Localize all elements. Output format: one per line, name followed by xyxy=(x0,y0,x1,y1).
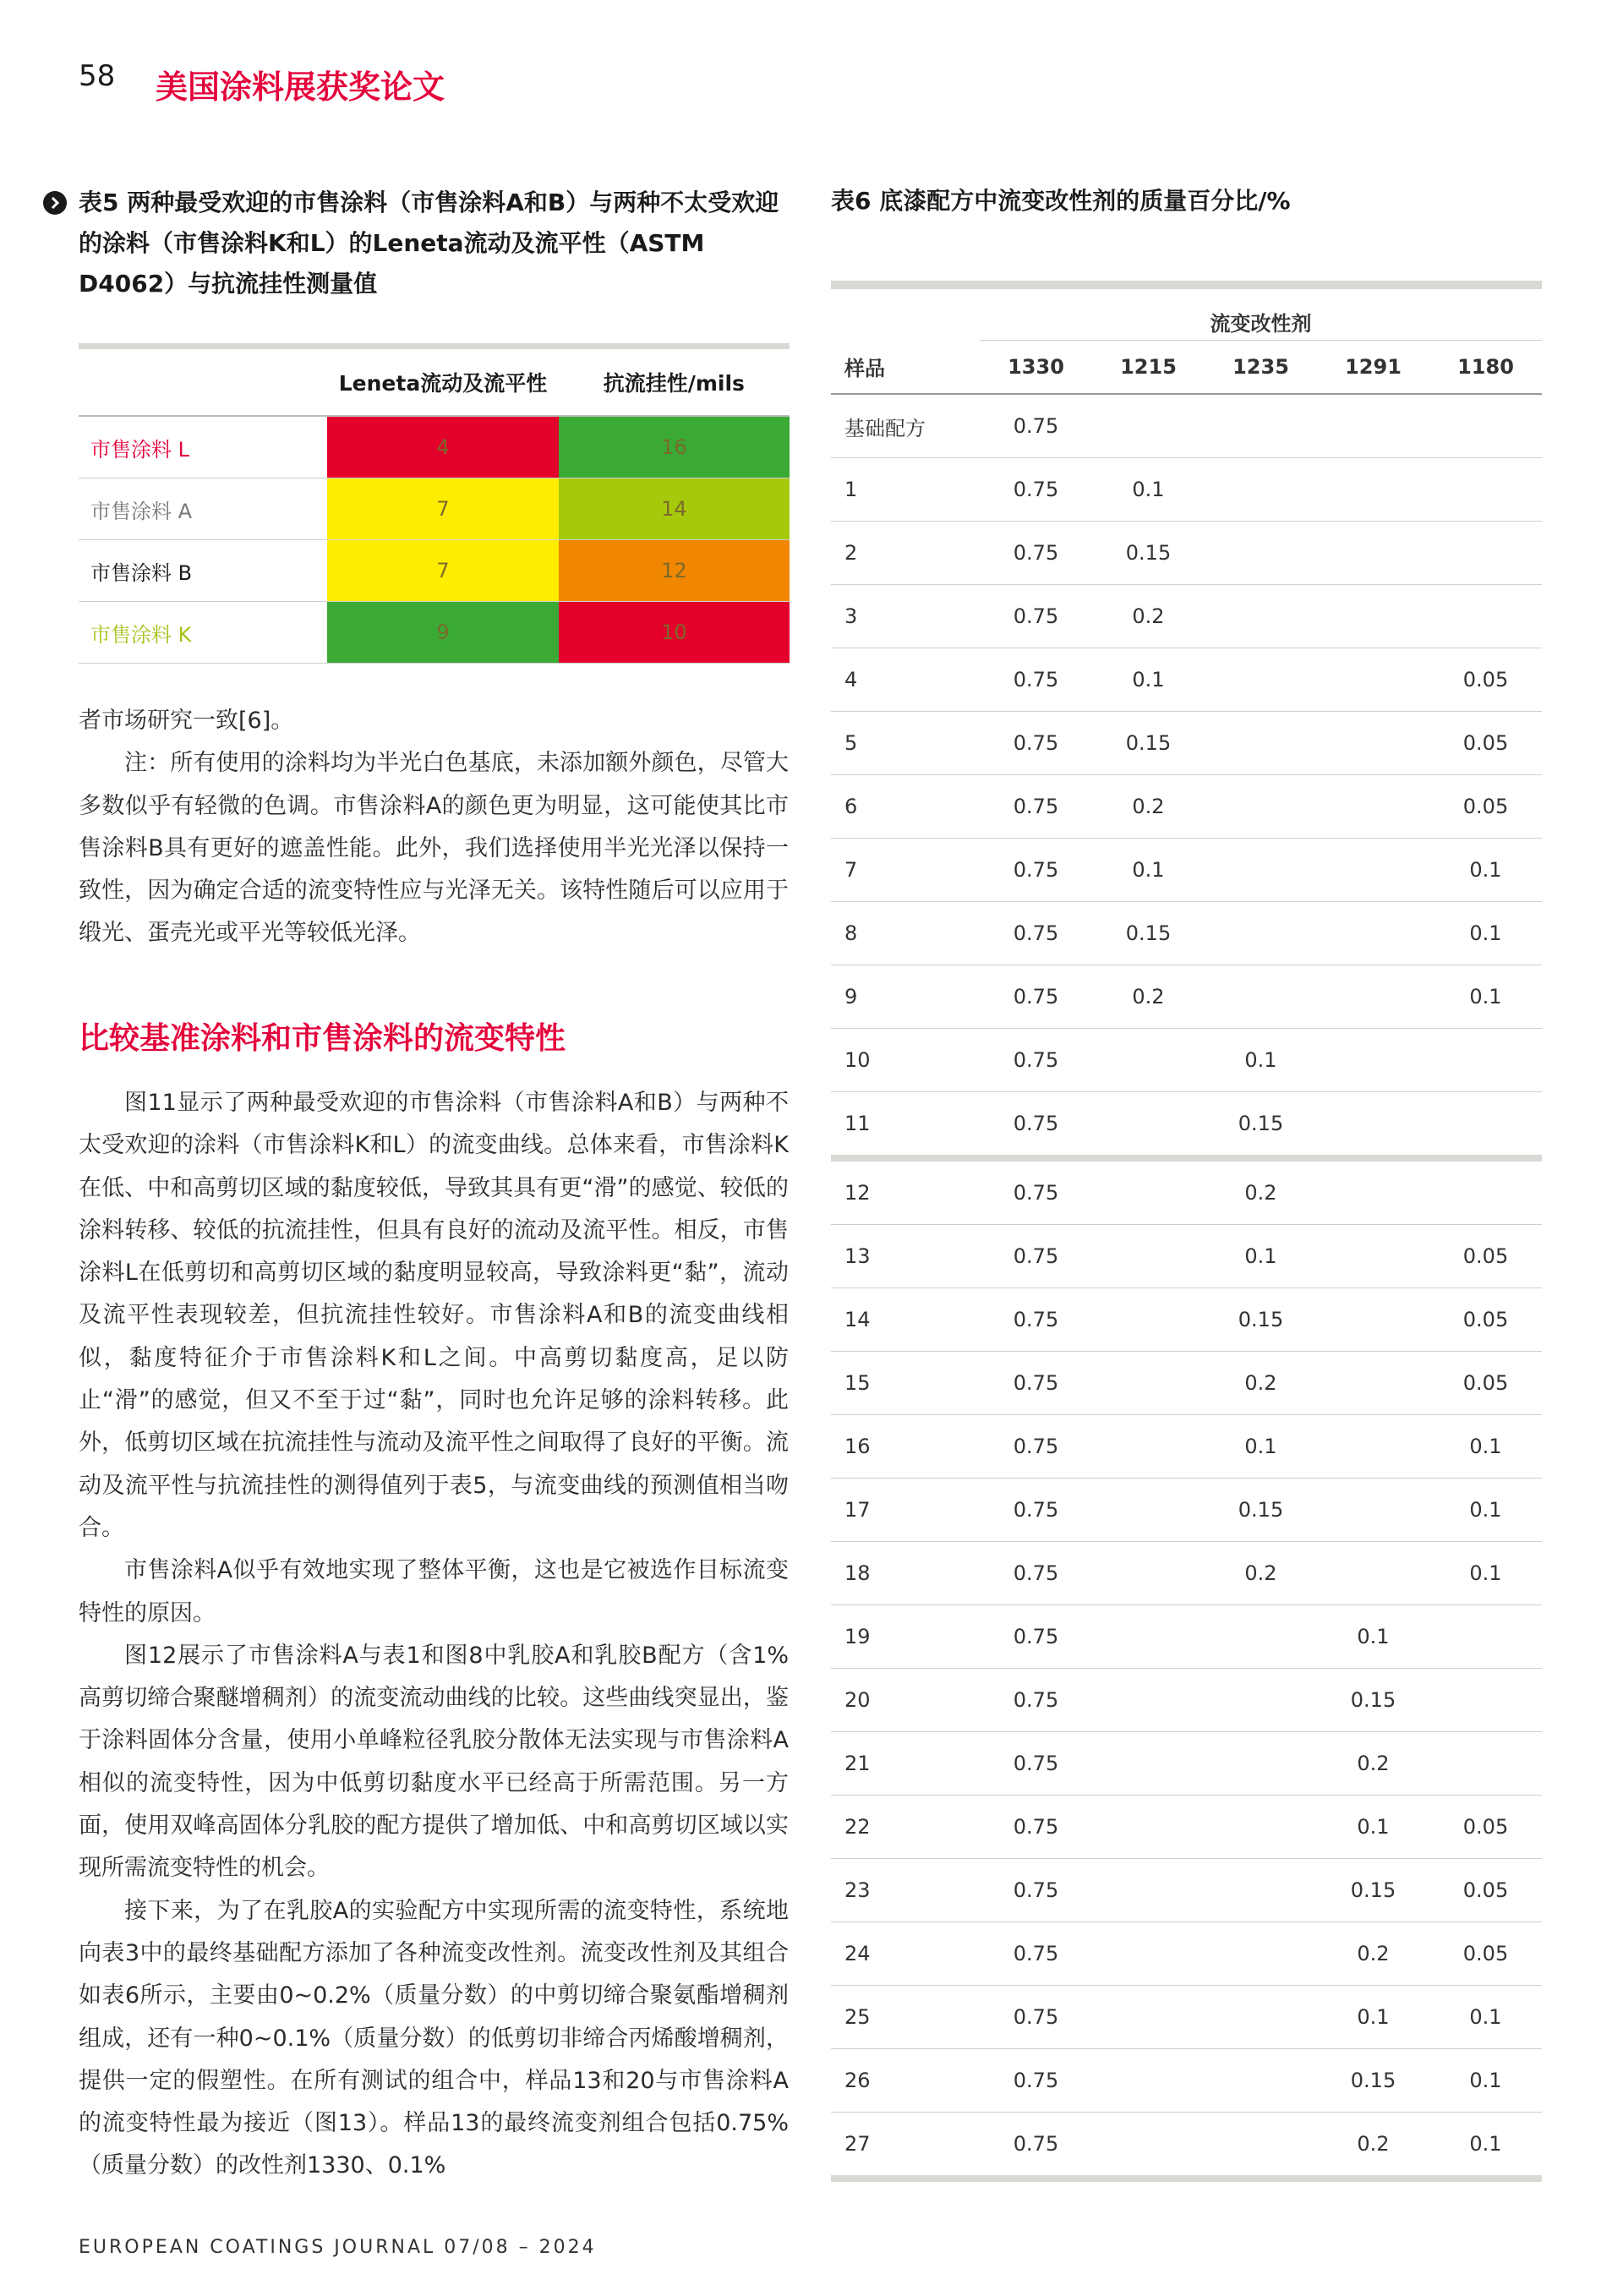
table6-sample-cell: 18 xyxy=(831,1542,980,1605)
table6-value-cell: 0.75 xyxy=(980,394,1092,458)
table6-header-sample: 样品 xyxy=(831,341,980,395)
table6-value-cell: 0.05 xyxy=(1429,712,1542,775)
table6-sample-cell: 10 xyxy=(831,1029,980,1092)
table6-value-cell xyxy=(1092,1029,1205,1092)
table6-value-cell xyxy=(1205,2113,1317,2179)
table6-value-cell xyxy=(1429,1669,1542,1732)
table6-value-cell: 0.75 xyxy=(980,585,1092,648)
table6-value-cell xyxy=(1317,1225,1429,1288)
table6-value-cell: 0.1 xyxy=(1429,1479,1542,1542)
table6-value-cell: 0.1 xyxy=(1092,458,1205,522)
table6-value-cell xyxy=(1317,1479,1429,1542)
table6-row xyxy=(831,1352,1542,1415)
table5-leneta-cell: 4 xyxy=(327,416,558,478)
table5-row-label: 市售涂料 A xyxy=(79,478,327,540)
table6-value-cell xyxy=(1429,1732,1542,1796)
table6-value-cell xyxy=(1205,2049,1317,2113)
table6-value-cell xyxy=(1205,839,1317,902)
table6-sample-cell: 9 xyxy=(831,965,980,1029)
table6-value-cell xyxy=(1205,585,1317,648)
table5-header-row xyxy=(79,347,790,417)
table6-value-cell xyxy=(1317,1029,1429,1092)
table6-value-cell xyxy=(1205,1669,1317,1732)
table6-group-row xyxy=(831,285,1542,341)
table6-value-cell: 0.75 xyxy=(980,1986,1092,2049)
table6-row xyxy=(831,775,1542,839)
table6-value-cell: 0.75 xyxy=(980,1732,1092,1796)
table6-value-cell: 0.75 xyxy=(980,1352,1092,1415)
table6-sample-cell: 5 xyxy=(831,712,980,775)
intro-text xyxy=(79,700,789,955)
table6-value-cell: 0.15 xyxy=(1205,1479,1317,1542)
table5-caption-block xyxy=(79,183,797,304)
table6-value-cell xyxy=(1092,394,1205,458)
table6-group-label: 流变改性剂 xyxy=(980,285,1542,341)
table6-value-cell xyxy=(1092,1479,1205,1542)
table6-value-cell xyxy=(1092,1986,1205,2049)
table6-value-cell: 0.75 xyxy=(980,902,1092,965)
running-title: 美国涂料展获奖论文 xyxy=(156,68,445,106)
table6-row xyxy=(831,1922,1542,1986)
table5-row xyxy=(79,602,790,664)
table5-sag-cell: 14 xyxy=(559,478,790,540)
table6-value-cell: 0.75 xyxy=(980,775,1092,839)
table6-value-cell xyxy=(1317,522,1429,585)
table5-header-leneta: Leneta流动及流平性 xyxy=(327,347,558,417)
table6-sample-cell: 6 xyxy=(831,775,980,839)
table6-sample-cell: 25 xyxy=(831,1986,980,2049)
table6-row xyxy=(831,1605,1542,1669)
table6-row xyxy=(831,1029,1542,1092)
table6-row xyxy=(831,1225,1542,1288)
table6-value-cell: 0.05 xyxy=(1429,1922,1542,1986)
table6-sample-cell: 22 xyxy=(831,1796,980,1859)
table6-sample-cell: 2 xyxy=(831,522,980,585)
table6-value-cell: 0.05 xyxy=(1429,775,1542,839)
table6-value-cell xyxy=(1092,1859,1205,1922)
table6-value-cell: 0.2 xyxy=(1205,1352,1317,1415)
table6-row xyxy=(831,648,1542,712)
table6-value-cell: 0.15 xyxy=(1092,712,1205,775)
table6-value-cell: 0.2 xyxy=(1317,2113,1429,2179)
table5-row xyxy=(79,478,790,540)
table6-value-cell xyxy=(1205,775,1317,839)
table6-header-modifier: 1215 xyxy=(1092,341,1205,395)
table6-header-modifier: 1180 xyxy=(1429,341,1542,395)
table6-value-cell xyxy=(1092,1415,1205,1479)
table6-row xyxy=(831,458,1542,522)
table6-value-cell: 0.2 xyxy=(1317,1922,1429,1986)
table5-header-blank xyxy=(79,347,327,417)
table6-value-cell: 0.75 xyxy=(980,522,1092,585)
table6-value-cell xyxy=(1205,394,1317,458)
table6-value-cell: 0.1 xyxy=(1317,1605,1429,1669)
table6-row xyxy=(831,1732,1542,1796)
table6-value-cell xyxy=(1092,1288,1205,1352)
table6-value-cell: 0.1 xyxy=(1429,2049,1542,2113)
chevron-right-icon xyxy=(43,191,67,215)
table6-value-cell xyxy=(1092,1225,1205,1288)
table6-value-cell xyxy=(1205,1986,1317,2049)
table6-sample-cell: 26 xyxy=(831,2049,980,2113)
table6-value-cell: 0.75 xyxy=(980,458,1092,522)
table6-sample-cell: 14 xyxy=(831,1288,980,1352)
intro-paragraph-1: 者市场研究一致[6]。 xyxy=(79,708,294,734)
table6-row xyxy=(831,1986,1542,2049)
table6-row xyxy=(831,1479,1542,1542)
table6-value-cell: 0.1 xyxy=(1205,1415,1317,1479)
table6-value-cell xyxy=(1317,648,1429,712)
table6-value-cell xyxy=(1092,1352,1205,1415)
table6-value-cell: 0.15 xyxy=(1317,2049,1429,2113)
table6-value-cell: 0.15 xyxy=(1205,1092,1317,1159)
table6-value-cell: 0.15 xyxy=(1092,522,1205,585)
table6-value-cell xyxy=(1317,965,1429,1029)
table6-value-cell xyxy=(1092,1158,1205,1225)
table6-value-cell xyxy=(1429,394,1542,458)
table6-row xyxy=(831,394,1542,458)
intro-paragraph-2: 注：所有使用的涂料均为半光白色基底，未添加额外颜色，尽管大多数似乎有轻微的色调。市售涂料A的颜色更为明显，这可能使其比市售涂料B具有更好的遮盖性能。此外，我们选择使用半光光泽以保持一致性，因为确定合适的流变特性应与光泽无关。该特性随后可以应用于缎光、蛋壳光或平光等较低光泽。 xyxy=(79,750,789,947)
table6-sample-cell: 8 xyxy=(831,902,980,965)
table6-sample-cell: 3 xyxy=(831,585,980,648)
table6-value-cell xyxy=(1429,1158,1542,1225)
table5-sag-cell: 10 xyxy=(559,602,790,664)
table6-value-cell: 0.75 xyxy=(980,839,1092,902)
table6-value-cell: 0.15 xyxy=(1317,1669,1429,1732)
table5-row-label: 市售涂料 B xyxy=(79,540,327,602)
table6-sample-cell: 21 xyxy=(831,1732,980,1796)
table6-value-cell: 0.2 xyxy=(1092,775,1205,839)
table6-value-cell xyxy=(1092,1605,1205,1669)
table6-row xyxy=(831,1415,1542,1479)
table6-row xyxy=(831,1669,1542,1732)
table6-value-cell: 0.05 xyxy=(1429,648,1542,712)
table6-row xyxy=(831,965,1542,1029)
table6-value-cell: 0.1 xyxy=(1429,1986,1542,2049)
table6-value-cell: 0.1 xyxy=(1429,839,1542,902)
footer: EUROPEAN COATINGS JOURNAL 07/08 – 2024 xyxy=(79,2237,597,2258)
table6-value-cell: 0.15 xyxy=(1317,1859,1429,1922)
table6-value-cell xyxy=(1317,1352,1429,1415)
table5-leneta-cell: 7 xyxy=(327,540,558,602)
table6-row xyxy=(831,839,1542,902)
body-paragraph-2: 市售涂料A似乎有效地实现了整体平衡，这也是它被选作目标流变特性的原因。 xyxy=(79,1557,789,1626)
table6-value-cell: 0.1 xyxy=(1092,839,1205,902)
table6-sample-cell: 基础配方 xyxy=(831,394,980,458)
table6-sample-cell: 7 xyxy=(831,839,980,902)
table6-value-cell: 0.75 xyxy=(980,1605,1092,1669)
table6 xyxy=(831,281,1542,2182)
page-number: 58 xyxy=(79,59,116,93)
table6-sample-cell: 27 xyxy=(831,2113,980,2179)
table6-sample-cell: 16 xyxy=(831,1415,980,1479)
table6-value-cell xyxy=(1092,1669,1205,1732)
table6-value-cell xyxy=(1092,1732,1205,1796)
table6-value-cell xyxy=(1317,1542,1429,1605)
table6-value-cell: 0.75 xyxy=(980,1092,1092,1159)
table6-value-cell xyxy=(1317,585,1429,648)
table6-value-cell: 0.75 xyxy=(980,1288,1092,1352)
table6-value-cell xyxy=(1205,965,1317,1029)
table5 xyxy=(79,343,790,664)
table5-sag-cell: 12 xyxy=(559,540,790,602)
table6-value-cell: 0.05 xyxy=(1429,1796,1542,1859)
table6-value-cell xyxy=(1317,1288,1429,1352)
table6-value-cell xyxy=(1205,648,1317,712)
table6-value-cell: 0.1 xyxy=(1092,648,1205,712)
table6-value-cell xyxy=(1429,522,1542,585)
body-text xyxy=(79,1082,789,2188)
table6-value-cell: 0.05 xyxy=(1429,1859,1542,1922)
table6-value-cell: 0.1 xyxy=(1317,1986,1429,2049)
table6-value-cell xyxy=(1092,2049,1205,2113)
table6-value-cell xyxy=(1092,1796,1205,1859)
table6-value-cell: 0.2 xyxy=(1205,1542,1317,1605)
table6-row xyxy=(831,2049,1542,2113)
table6-value-cell xyxy=(1205,1796,1317,1859)
table6-row xyxy=(831,1092,1542,1159)
table6-value-cell: 0.75 xyxy=(980,2049,1092,2113)
table6-row xyxy=(831,522,1542,585)
table6-value-cell: 0.15 xyxy=(1205,1288,1317,1352)
table6-value-cell xyxy=(1205,712,1317,775)
table6-value-cell xyxy=(1205,1605,1317,1669)
table6-value-cell: 0.1 xyxy=(1429,965,1542,1029)
table6-value-cell: 0.75 xyxy=(980,1479,1092,1542)
table6-value-cell xyxy=(1429,1029,1542,1092)
table6-value-cell xyxy=(1092,2113,1205,2179)
table6-sample-cell: 13 xyxy=(831,1225,980,1288)
table6-sample-cell: 19 xyxy=(831,1605,980,1669)
table6-value-cell: 0.2 xyxy=(1092,585,1205,648)
table6-value-cell xyxy=(1205,458,1317,522)
table6-sample-cell: 12 xyxy=(831,1158,980,1225)
table6-value-cell: 0.75 xyxy=(980,1415,1092,1479)
table6-header-modifier: 1235 xyxy=(1205,341,1317,395)
table6-row xyxy=(831,585,1542,648)
table6-value-cell: 0.75 xyxy=(980,1796,1092,1859)
table6-value-cell xyxy=(1317,839,1429,902)
section-heading: 比较基准涂料和市售涂料的流变特性 xyxy=(79,1021,566,1056)
table6-value-cell xyxy=(1205,1922,1317,1986)
table6-value-cell: 0.2 xyxy=(1317,1732,1429,1796)
table6-sample-cell: 24 xyxy=(831,1922,980,1986)
table6-value-cell: 0.05 xyxy=(1429,1225,1542,1288)
table6-value-cell: 0.15 xyxy=(1092,902,1205,965)
table6-value-cell xyxy=(1317,712,1429,775)
table6-value-cell: 0.75 xyxy=(980,1859,1092,1922)
table6-value-cell xyxy=(1317,394,1429,458)
table6-value-cell: 0.75 xyxy=(980,1029,1092,1092)
table6-header-modifier: 1330 xyxy=(980,341,1092,395)
table6-sample-cell: 1 xyxy=(831,458,980,522)
table6-value-cell: 0.1 xyxy=(1317,1796,1429,1859)
table6-sample-cell: 15 xyxy=(831,1352,980,1415)
body-paragraph-4: 接下来，为了在乳胶A的实验配方中实现所需的流变特性，系统地向表3中的最终基础配方添加了各种流变改性剂。流变改性剂及其组合如表6所示，主要由0~0.2%（质量分数）的中剪切缔合聚氨酯增稠剂组成，还有一种0~0.1%（质量分数）的低剪切非缔合丙烯酸增稠剂，提供一定的假塑性。在所有测试的组合中，样品13和20与市售涂料A的流变特性最为接近（图13）。样品13的最终流变剂组合包括0.75%（质量分数）的改性剂1330、0.1% xyxy=(79,1897,789,2179)
table6-value-cell xyxy=(1317,902,1429,965)
table6-sample-cell: 11 xyxy=(831,1092,980,1159)
table6-value-cell xyxy=(1317,1092,1429,1159)
table6-value-cell xyxy=(1317,775,1429,839)
table6-group-blank xyxy=(831,285,980,341)
table6-value-cell xyxy=(1317,1158,1429,1225)
table6-sample-cell: 23 xyxy=(831,1859,980,1922)
table5-row xyxy=(79,416,790,478)
table6-value-cell xyxy=(1317,458,1429,522)
table6-row xyxy=(831,1796,1542,1859)
table6-row xyxy=(831,2113,1542,2179)
table6-value-cell: 0.2 xyxy=(1092,965,1205,1029)
table6-row xyxy=(831,1288,1542,1352)
table5-caption: 表5 两种最受欢迎的市售涂料（市售涂料A和B）与两种不太受欢迎的涂料（市售涂料K和L）的Leneta流动及流平性（ASTM D4062）与抗流挂性测量值 xyxy=(79,189,779,298)
table6-sample-cell: 17 xyxy=(831,1479,980,1542)
table6-value-cell: 0.75 xyxy=(980,1542,1092,1605)
table6-value-cell: 0.1 xyxy=(1429,1542,1542,1605)
table6-value-cell: 0.1 xyxy=(1429,902,1542,965)
table6-value-cell: 0.75 xyxy=(980,1922,1092,1986)
table5-row-label: 市售涂料 L xyxy=(79,416,327,478)
table6-value-cell xyxy=(1092,1542,1205,1605)
table5-leneta-cell: 9 xyxy=(327,602,558,664)
table6-value-cell xyxy=(1092,1922,1205,1986)
table5-leneta-cell: 7 xyxy=(327,478,558,540)
table6-value-cell xyxy=(1205,1732,1317,1796)
table6-value-cell xyxy=(1205,902,1317,965)
table6-value-cell: 0.2 xyxy=(1205,1158,1317,1225)
table6-value-cell xyxy=(1205,522,1317,585)
table6-value-cell: 0.1 xyxy=(1205,1029,1317,1092)
body-paragraph-1: 图11显示了两种最受欢迎的市售涂料（市售涂料A和B）与两种不太受欢迎的涂料（市售涂料K和L）的流变曲线。总体来看，市售涂料K在低、中和高剪切区域的黏度较低，导致其具有更“滑”的感觉、较低的涂料转移、较低的抗流挂性，但具有良好的流动及流平性。相反，市售涂料L在低剪切和高剪切区域的黏度明显较高，导致涂料更“黏”，流动及流平性表现较差，但抗流挂性较好。市售涂料A和B的流变曲线相似，黏度特征介于市售涂料K和L之间。中高剪切黏度高，足以防止“滑”的感觉，但又不至于过“黏”，同时也允许足够的涂料转移。此外，低剪切区域在抗流挂性与流动及流平性之间取得了良好的平衡。流动及流平性与抗流挂性的测得值列于表5，与流变曲线的预测值相当吻合。 xyxy=(79,1090,789,1541)
table6-value-cell: 0.75 xyxy=(980,1158,1092,1225)
table6-value-cell: 0.05 xyxy=(1429,1288,1542,1352)
body-paragraph-3: 图12展示了市售涂料A与表1和图8中乳胶A和乳胶B配方（含1%高剪切缔合聚醚增稠剂）的流变流动曲线的比较。这些曲线突显出，鉴于涂料固体分含量，使用小单峰粒径乳胶分散体无法实现与市售涂料A相似的流变特性，因为中低剪切黏度水平已经高于所需范围。另一方面，使用双峰高固体分乳胶的配方提供了增加低、中和高剪切区域以实现所需流变特性的机会。 xyxy=(79,1642,789,1882)
table6-value-cell xyxy=(1429,585,1542,648)
table6-value-cell xyxy=(1092,1092,1205,1159)
table6-value-cell xyxy=(1429,1092,1542,1159)
table6-value-cell xyxy=(1317,1415,1429,1479)
table6-value-cell: 0.75 xyxy=(980,712,1092,775)
table6-value-cell: 0.75 xyxy=(980,2113,1092,2179)
table6-value-cell: 0.1 xyxy=(1429,1415,1542,1479)
table6-row xyxy=(831,712,1542,775)
table6-row xyxy=(831,1859,1542,1922)
table6-value-cell: 0.75 xyxy=(980,648,1092,712)
table6-value-cell: 0.75 xyxy=(980,965,1092,1029)
table6-value-cell xyxy=(1429,1605,1542,1669)
table6-value-cell: 0.75 xyxy=(980,1669,1092,1732)
table6-row xyxy=(831,1158,1542,1225)
table6-header-row xyxy=(831,341,1542,395)
table5-row-label: 市售涂料 K xyxy=(79,602,327,664)
table6-sample-cell: 4 xyxy=(831,648,980,712)
table6-value-cell: 0.75 xyxy=(980,1225,1092,1288)
table5-header-sag: 抗流挂性/mils xyxy=(559,347,790,417)
table5-sag-cell: 16 xyxy=(559,416,790,478)
table6-value-cell: 0.05 xyxy=(1429,1352,1542,1415)
table6-value-cell: 0.1 xyxy=(1429,2113,1542,2179)
table6-caption: 表6 底漆配方中流变改性剂的质量百分比/% xyxy=(831,187,1291,215)
table6-row xyxy=(831,902,1542,965)
table6-row xyxy=(831,1542,1542,1605)
table6-header-modifier: 1291 xyxy=(1317,341,1429,395)
table6-sample-cell: 20 xyxy=(831,1669,980,1732)
table6-value-cell xyxy=(1205,1859,1317,1922)
table5-row xyxy=(79,540,790,602)
table6-value-cell: 0.1 xyxy=(1205,1225,1317,1288)
table6-value-cell xyxy=(1429,458,1542,522)
